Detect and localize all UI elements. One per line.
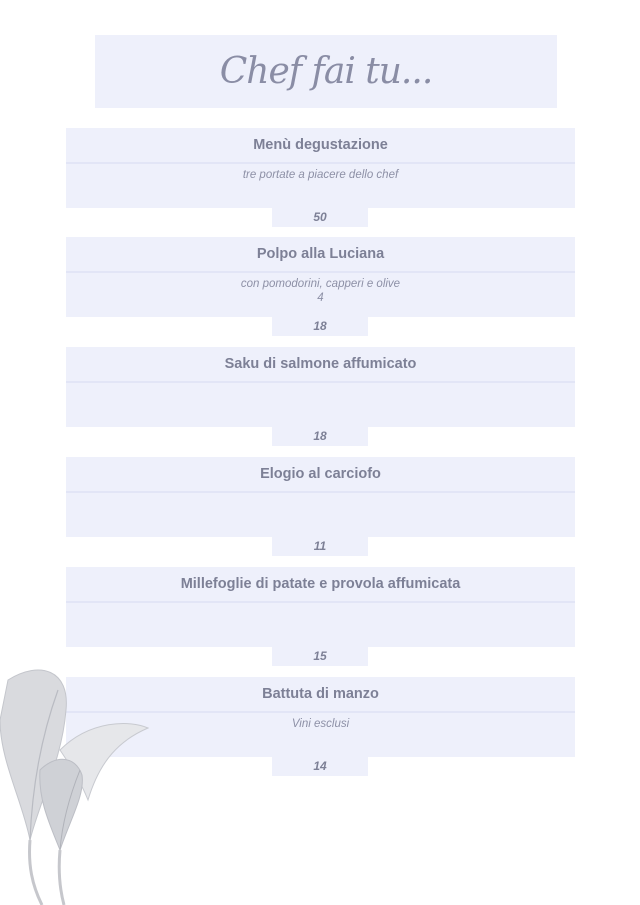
menu-item-desc-line: Vini esclusi <box>291 718 350 730</box>
menu-item <box>66 457 575 537</box>
menu-item-price: 11 <box>272 536 368 556</box>
menu-item-name: Menù degustazione <box>66 128 575 164</box>
menu-item <box>66 567 575 647</box>
menu-item-description <box>66 603 575 647</box>
menu-item-name: Millefoglie di patate e provola affumicata <box>66 567 575 603</box>
menu-item-price: 15 <box>272 646 368 666</box>
menu-item-description <box>66 493 575 537</box>
menu-item-description <box>66 273 575 317</box>
menu-item-description <box>66 164 575 208</box>
menu-item-price: 50 <box>272 207 368 227</box>
menu-item-price: 18 <box>272 316 368 336</box>
menu-item-name: Polpo alla Luciana <box>66 237 575 273</box>
menu-item-name: Battuta di manzo <box>66 677 575 713</box>
menu-item-desc-line-2: 4 <box>317 292 324 304</box>
leaf-illustration <box>0 650 160 905</box>
menu-item-desc-line: con pomodorini, capperi e olive <box>240 278 401 290</box>
menu-item-price: 14 <box>272 756 368 776</box>
menu-item <box>66 237 575 317</box>
menu-item <box>66 128 575 208</box>
menu-item <box>66 347 575 427</box>
menu-item-desc-line: tre portate a piacere dello chef <box>242 169 399 181</box>
menu-item-description <box>66 383 575 427</box>
menu-item-name: Saku di salmone affumicato <box>66 347 575 383</box>
title-banner <box>95 35 557 108</box>
menu-item-price: 18 <box>272 426 368 446</box>
menu-item-name: Elogio al carciofo <box>66 457 575 493</box>
menu-title: Chef fai tu... <box>219 51 433 92</box>
